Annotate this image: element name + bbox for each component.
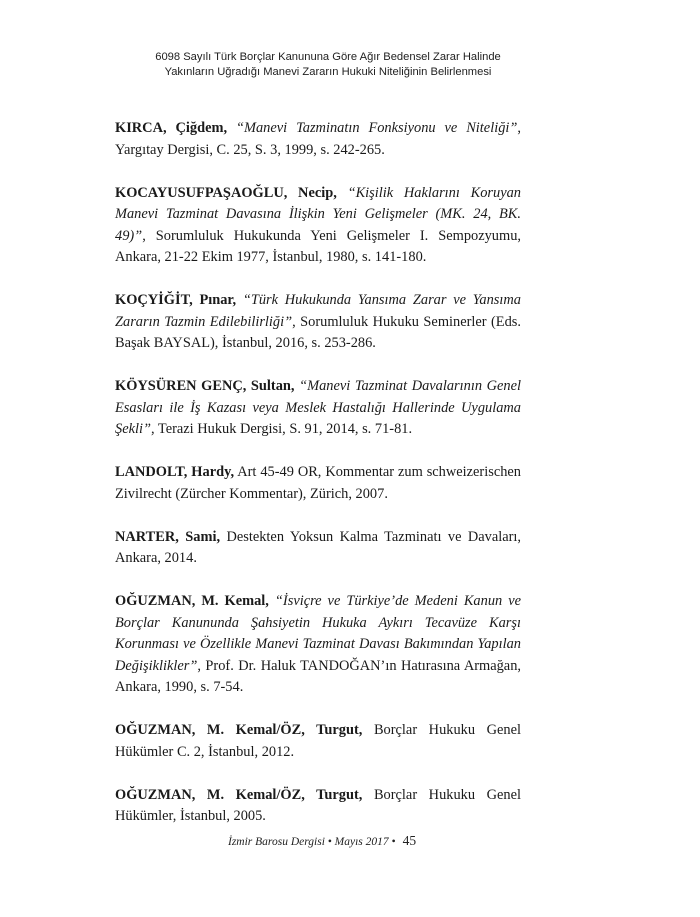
bibliography-entry <box>115 591 521 699</box>
bibliography-entry <box>115 290 521 355</box>
bibliography-entry <box>115 720 521 763</box>
entry-author: KOCAYUSUFPAŞAOĞLU, Necip, <box>115 184 337 201</box>
entry-title: “Türk Hukukunda Yansıma Zarar ve Yansıma Zararın Tazmin Edilebilirliği” <box>115 292 521 330</box>
entry-details: , Sorumluluk Hukukunda Yeni Gelişmeler I. Sempozyumu, Ankara, 21-22 Ekim 1977, İstanbul, 1980, s. 141-180. <box>115 227 521 265</box>
entry-author: OĞUZMAN, M. Kemal/ÖZ, Turgut, <box>115 722 363 738</box>
bibliography-entry <box>115 376 521 441</box>
entry-author: LANDOLT, Hardy, <box>115 464 235 480</box>
entry-author: OĞUZMAN, M. Kemal/ÖZ, Turgut, <box>115 786 363 803</box>
running-header <box>118 50 538 80</box>
entry-title: “Kişilik Haklarını Koruyan Manevi Tazminat Davasına İlişkin Yeni Gelişmeler (MK. 24, BK. 49)” <box>115 184 521 244</box>
entry-details: Borçlar Hukuku Genel Hükümler, İstanbul, 2005. <box>115 786 521 824</box>
bibliography-entry <box>115 118 521 161</box>
running-header-line-1: 6098 Sayılı Türk Borçlar Kanununa Göre Ağır Bedensel Zarar Halinde <box>155 51 501 63</box>
entry-title: “İsviçre ve Türkiye’de Medeni Kanun ve Borçlar Kanununda Şahsiyetin Hukuka Aykırı Tecavüze Karşı Korunması ve Özellikle Manevi Tazminat Davası Bakımından Yapılan Değişiklikler” <box>115 593 521 674</box>
page-number: 45 <box>402 833 417 848</box>
entry-details: Art 45-49 OR, Kommentar zum schweizerischen Zivilrecht (Zürcher Kommentar), Zürich, 2007. <box>115 464 521 502</box>
entry-details: , Sorumluluk Hukuku Seminerler (Eds. Başak BAYSAL), İstanbul, 2016, s. 253-286. <box>115 313 521 351</box>
running-header-line-2: Yakınların Uğradığı Manevi Zararın Hukuki Niteliğinin Belirlenmesi <box>164 66 492 78</box>
entry-title: “Manevi Tazminatın Fonksiyonu ve Niteliği” <box>236 120 518 136</box>
entry-details: , Prof. Dr. Haluk TANDOĞAN’ın Hatırasına Armağan, Ankara, 1990, s. 7-54. <box>115 657 521 695</box>
entry-author: KÖYSÜREN GENÇ, Sultan, <box>115 378 295 394</box>
page-footer <box>228 833 488 849</box>
entry-author: NARTER, Sami, <box>115 528 221 545</box>
bibliography-entry <box>115 785 521 828</box>
footer-journal: İzmir Barosu Dergisi • Mayıs 2017 • <box>228 836 396 848</box>
entry-author: KOÇYİĞİT, Pınar, <box>115 292 237 308</box>
bibliography-entry <box>115 527 521 570</box>
entry-author: KIRCA, Çiğdem, <box>115 120 228 136</box>
entry-details: , Terazi Hukuk Dergisi, S. 91, 2014, s. 71-81. <box>150 421 413 437</box>
entry-author: OĞUZMAN, M. Kemal, <box>115 593 269 609</box>
bibliography-list <box>115 118 521 849</box>
bibliography-entry <box>115 183 521 269</box>
entry-details: Destekten Yoksun Kalma Tazminatı ve Davaları, Ankara, 2014. <box>115 528 521 566</box>
entry-details: Borçlar Hukuku Genel Hükümler C. 2, İstanbul, 2012. <box>115 722 521 760</box>
entry-title: “Manevi Tazminat Davalarının Genel Esasları ile İş Kazası veya Meslek Hastalığı Hallerinde Uygulama Şekli” <box>115 378 521 437</box>
bibliography-entry <box>115 462 521 505</box>
entry-details: , Yargıtay Dergisi, C. 25, S. 3, 1999, s. 242-265. <box>115 120 521 158</box>
